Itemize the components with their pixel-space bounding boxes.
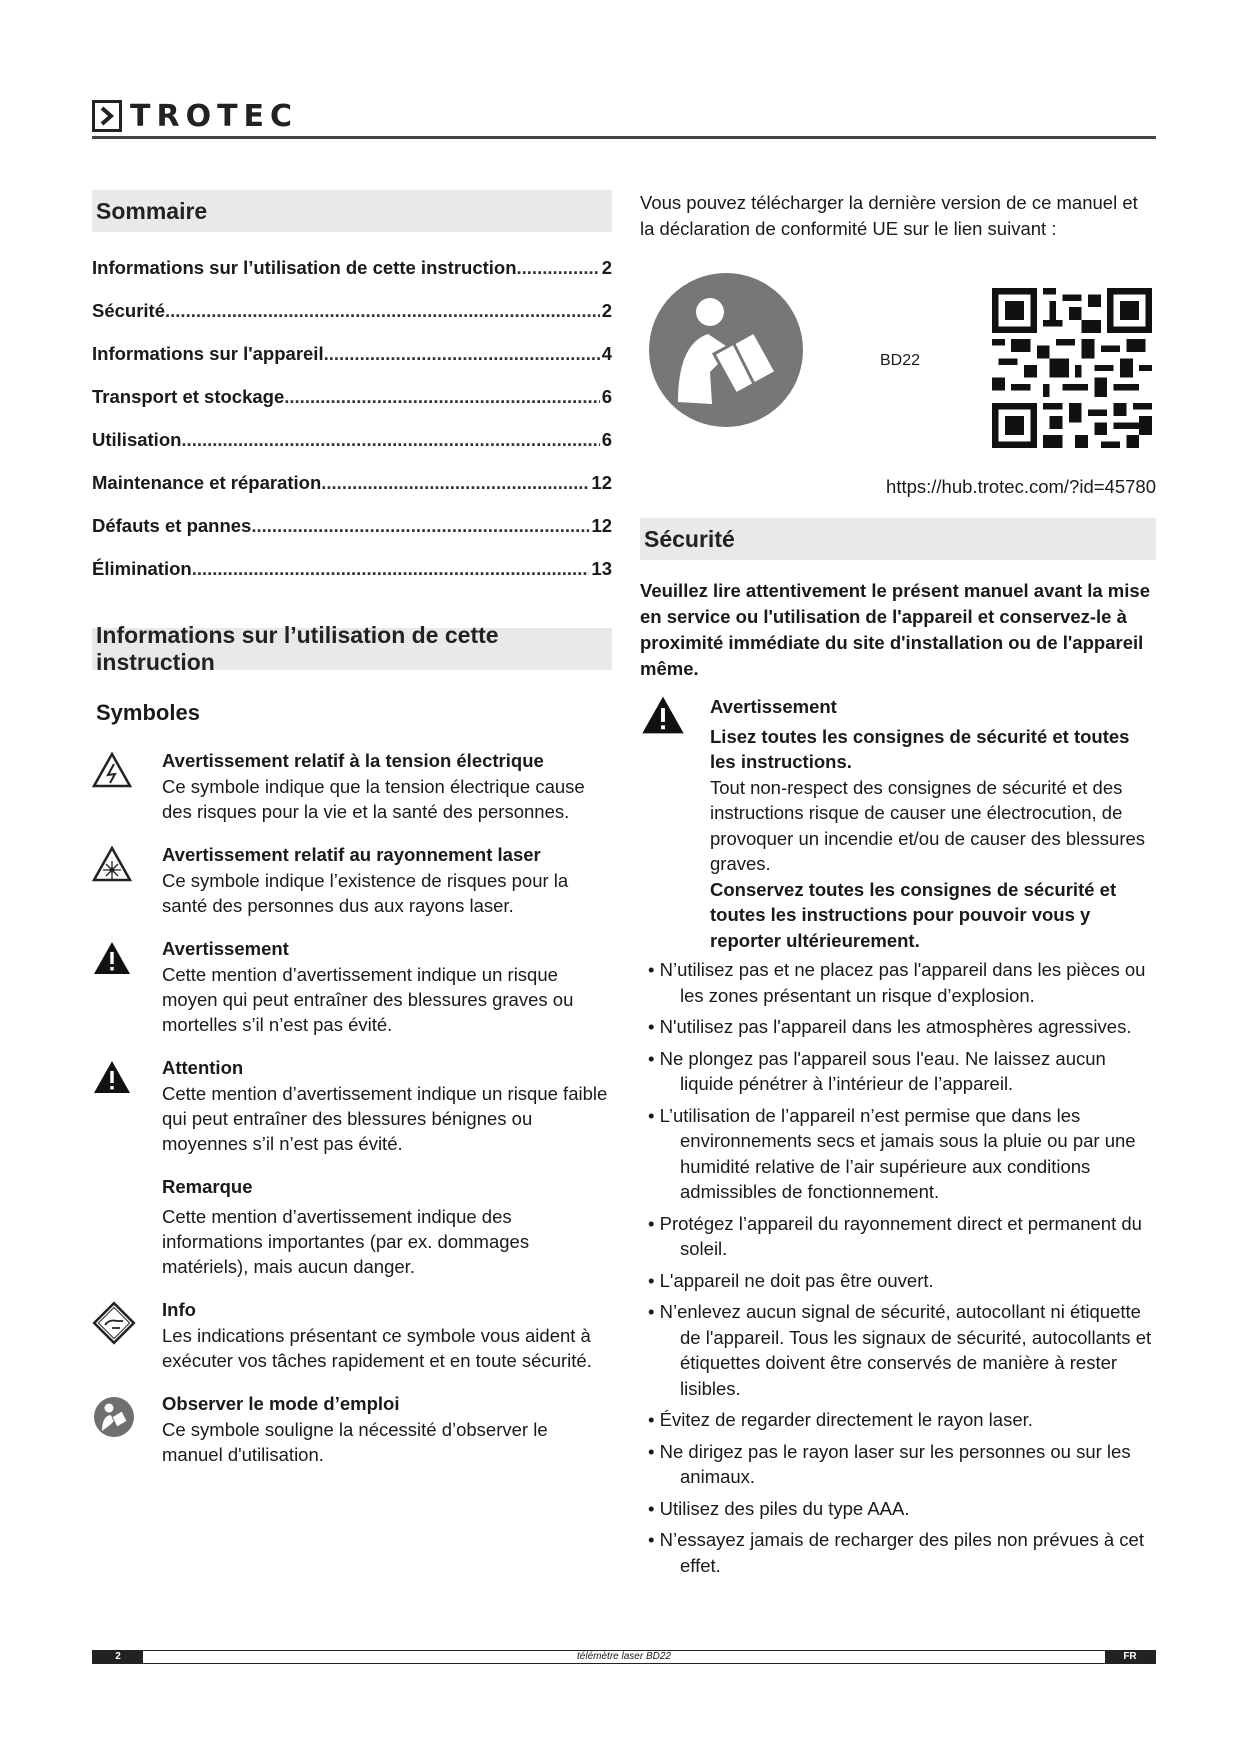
footer-page-number: 2 <box>93 1651 143 1663</box>
read-manual-icon <box>648 272 804 433</box>
symbol-title: Avertissement relatif à la tension électrique <box>162 750 544 771</box>
symbol-title: Avertissement relatif au rayonnement laser <box>162 844 541 865</box>
symbol-title: Remarque <box>162 1176 253 1197</box>
symbol-item <box>92 1055 612 1156</box>
toc-item-label: Informations sur l’utilisation de cette instruction <box>92 256 517 278</box>
toc-item-page: 6 <box>601 428 612 450</box>
list-item: • N'utilisez pas l'appareil dans les atmosphères agressives. <box>640 1014 1156 1040</box>
toc-leader-dots <box>321 472 589 494</box>
safety-title: Sécurité <box>640 518 1156 560</box>
symbol-item <box>92 842 612 918</box>
safety-warning <box>640 694 1156 953</box>
warning-bold-1: Lisez toutes les consignes de sécurité et toutes les instructions. <box>710 725 1130 772</box>
footer-doc-title: télémètre laser BD22 <box>577 1651 671 1662</box>
toc-item-page: 12 <box>591 514 612 536</box>
brand-name: TROTEC <box>130 98 299 134</box>
toc-item-page: 4 <box>601 342 612 364</box>
info-section-title: Informations sur l’utilisation de cette instruction <box>92 628 612 670</box>
toc-item-label: Maintenance et réparation <box>92 471 322 493</box>
list-item: • Ne plongez pas l'appareil sous l'eau. Ne laissez aucun liquide pénétrer à l’intérieur de l’appareil. <box>640 1046 1156 1097</box>
laser-warning-icon <box>92 842 162 918</box>
symbol-title: Attention <box>162 1057 244 1078</box>
list-item: • N’enlevez aucun signal de sécurité, autocollant ni étiquette de l'appareil. Tous les signaux de sécurité, autocollants et étiquettes doivent être conservés de manière à rester lisibles. <box>640 1299 1156 1401</box>
toc-leader-dots <box>165 300 600 322</box>
safety-intro: Veuillez lire attentivement le présent manuel avant la mise en service ou l'utilisation de l'appareil et conservez-le à proximité immédiate du site d'installation ou de l'appareil même. <box>640 580 1150 679</box>
warning-title: Avertissement <box>710 696 837 717</box>
toc-leader-dots <box>251 515 589 537</box>
list-item: • N’essayez jamais de recharger des piles non prévues à cet effet. <box>640 1527 1156 1578</box>
symbols-list <box>92 748 612 1467</box>
toc-item[interactable] <box>92 332 612 375</box>
toc-leader-dots <box>284 386 599 408</box>
symbol-desc: Les indications présentant ce symbole vous aident à exécuter vos tâches rapidement et en toute sécurité. <box>162 1325 592 1371</box>
toc-leader-dots <box>192 558 590 580</box>
symbol-item <box>92 936 612 1037</box>
toc-item[interactable] <box>92 375 612 418</box>
list-item: • Évitez de regarder directement le rayon laser. <box>640 1407 1156 1433</box>
left-column <box>92 190 612 1485</box>
table-of-contents <box>92 246 612 590</box>
warning-icon <box>92 936 162 1037</box>
symbol-desc: Ce symbole indique que la tension électrique cause des risques pour la vie et la santé des personnes. <box>162 776 585 822</box>
symbol-desc: Ce symbole souligne la nécessité d’observer le manuel d'utilisation. <box>162 1419 548 1465</box>
symbol-item <box>92 1391 612 1467</box>
toc-item-label: Utilisation <box>92 428 182 450</box>
toc-item[interactable] <box>92 289 612 332</box>
footer-language: FR <box>1105 1651 1155 1663</box>
symbols-title: Symboles <box>96 700 200 725</box>
toc-item-label: Sécurité <box>92 299 166 321</box>
electric-warning-icon <box>92 748 162 824</box>
list-item: • L’utilisation de l’appareil n’est permise que dans les environnements secs et jamais sous la pluie ou par une humidité relative de l’air supérieure aux conditions admissibles de fonctionnement. <box>640 1103 1156 1205</box>
toc-title: Sommaire <box>92 190 612 232</box>
symbol-item <box>92 1297 612 1373</box>
list-item: • Protégez l’appareil du rayonnement direct et permanent du soleil. <box>640 1211 1156 1262</box>
toc-item-label: Transport et stockage <box>92 385 285 407</box>
download-url-link[interactable]: https://hub.trotec.com/?id=45780 <box>886 476 1156 497</box>
list-item: • N’utilisez pas et ne placez pas l'appareil dans les pièces ou les zones présentant un risque d’explosion. <box>640 957 1156 1008</box>
list-item: • L'appareil ne doit pas être ouvert. <box>640 1268 1156 1294</box>
info-hand-icon <box>92 1297 162 1373</box>
warning-bold-2: Conservez toutes les consignes de sécurité et toutes les instructions pour pouvoir vous y reporter ultérieurement. <box>710 878 1117 951</box>
toc-item[interactable] <box>92 547 612 590</box>
symbol-desc: Cette mention d’avertissement indique un risque faible qui peut entraîner des blessures bénignes ou moyennes s’il n’est pas évité. <box>162 1083 608 1154</box>
caution-icon <box>92 1055 162 1156</box>
toc-item-page: 2 <box>601 256 612 278</box>
toc-item-page: 2 <box>601 299 612 321</box>
qr-code-icon <box>992 288 1152 453</box>
toc-item-page: 12 <box>591 471 612 493</box>
list-item: • Utilisez des piles du type AAA. <box>640 1496 1156 1522</box>
safety-bullet-list <box>640 957 1156 1578</box>
warning-icon <box>640 694 710 953</box>
symbol-item <box>92 748 612 824</box>
right-column <box>640 190 1156 1584</box>
toc-item[interactable] <box>92 504 612 547</box>
model-label: BD22 <box>880 352 921 369</box>
download-image-row <box>640 262 1156 452</box>
toc-leader-dots <box>517 257 600 279</box>
symbol-desc: Cette mention d’avertissement indique un risque moyen qui peut entraîner des blessures graves ou mortelles s’il n’est pas évité. <box>162 964 574 1035</box>
toc-item-label: Élimination <box>92 557 192 579</box>
toc-item[interactable] <box>92 418 612 461</box>
symbol-desc: Ce symbole indique l’existence de risques pour la santé des personnes dus aux rayons laser. <box>162 870 569 916</box>
warning-text: Tout non-respect des consignes de sécurité et des instructions risque de causer une électrocution, de provoquer un incendie et/ou de causer des blessures graves. <box>710 776 1146 874</box>
symbol-title: Avertissement <box>162 938 289 959</box>
symbol-title: Observer le mode d’emploi <box>162 1393 400 1414</box>
symbol-desc: Cette mention d’avertissement indique des informations importantes (par ex. dommages matériels), mais aucun danger. <box>162 1206 530 1277</box>
toc-item[interactable] <box>92 461 612 504</box>
list-item: • Ne dirigez pas le rayon laser sur les personnes ou sur les animaux. <box>640 1439 1156 1490</box>
symbol-title: Info <box>162 1299 196 1320</box>
page-footer <box>92 1650 1156 1664</box>
toc-leader-dots <box>181 429 599 451</box>
brand-chevron-icon <box>92 100 122 132</box>
toc-item-page: 13 <box>591 557 612 579</box>
toc-item-label: Informations sur l'appareil <box>92 342 324 364</box>
toc-leader-dots <box>324 343 600 365</box>
brand-logo <box>92 98 298 134</box>
symbol-item <box>92 1174 612 1279</box>
read-manual-icon <box>92 1391 162 1467</box>
header-rule <box>92 136 1156 139</box>
download-intro: Vous pouvez télécharger la dernière version de ce manuel et la déclaration de conformité UE sur le lien suivant : <box>640 192 1138 239</box>
toc-item-page: 6 <box>601 385 612 407</box>
toc-item[interactable] <box>92 246 612 289</box>
toc-item-label: Défauts et pannes <box>92 514 252 536</box>
